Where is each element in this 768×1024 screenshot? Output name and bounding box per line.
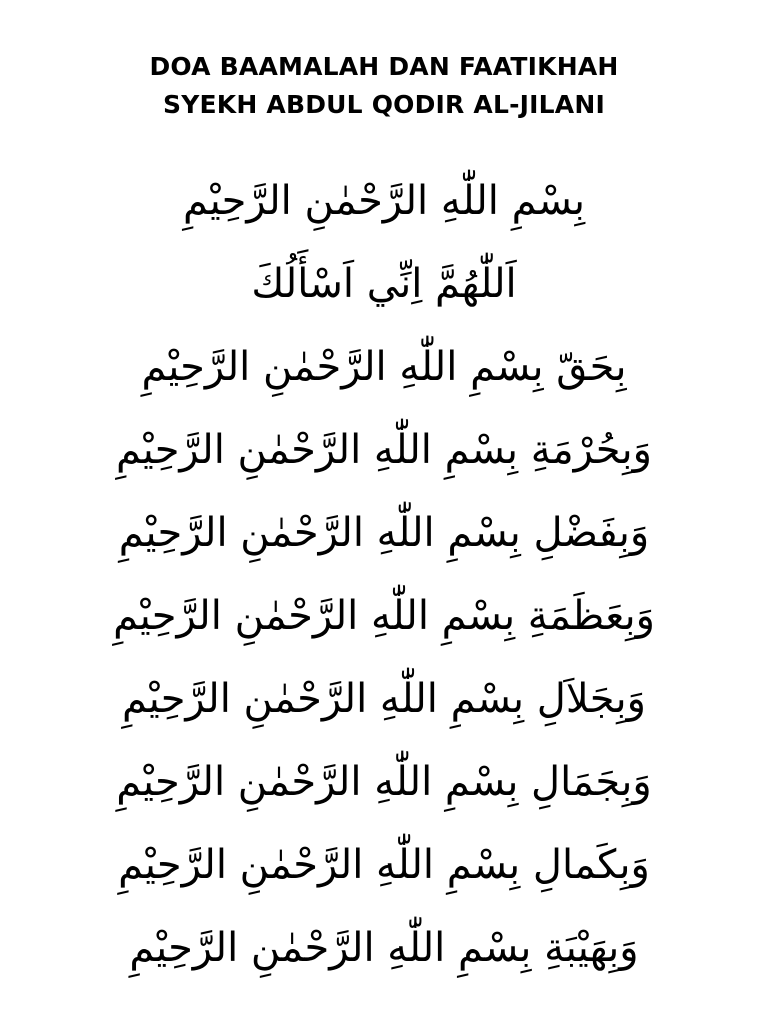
verse-line-9: وَبِكَمالِ بِسْمِ اللّٰهِ الرَّحْمٰنِ الرَّحِيْمِ [118,842,650,888]
verse-line-7: وَبِجَلاَلِ بِسْمِ اللّٰهِ الرَّحْمٰنِ الرَّحِيْمِ [122,676,646,722]
verse-line-6: وَبِعَظَمَةِ بِسْمِ اللّٰهِ الرَّحْمٰنِ الرَّحِيْمِ [113,593,655,639]
title-line-1: DOA BAAMALAH DAN FAATIKHAH [149,52,619,81]
verse-line-8: وَبِجَمَالِ بِسْمِ اللّٰهِ الرَّحْمٰنِ الرَّحِيْمِ [116,759,652,805]
verse-line-3: بِحَقّ بِسْمِ اللّٰهِ الرَّحْمٰنِ الرَّحِيْمِ [141,344,627,390]
verse-line-4: وَبِحُرْمَةِ بِسْمِ اللّٰهِ الرَّحْمٰنِ الرَّحِيْمِ [116,427,652,473]
verse-line-2: اَللّٰهُمَّ اِنِّي اَسْأَلُكَ [251,261,517,307]
verse-line-5: وَبِفَضْلِ بِسْمِ اللّٰهِ الرَّحْمٰنِ الرَّحِيْمِ [118,510,650,556]
prayer-verses [0,160,768,990]
page-title [0,48,768,124]
verse-line-10: وَبِهَيْبَةِ بِسْمِ اللّٰهِ الرَّحْمٰنِ الرَّحِيْمِ [129,925,639,971]
verse-line-1: بِسْمِ اللّٰهِ الرَّحْمٰنِ الرَّحِيْمِ [182,178,586,224]
title-line-2: SYEKH ABDUL QODIR AL-JILANI [163,90,605,119]
